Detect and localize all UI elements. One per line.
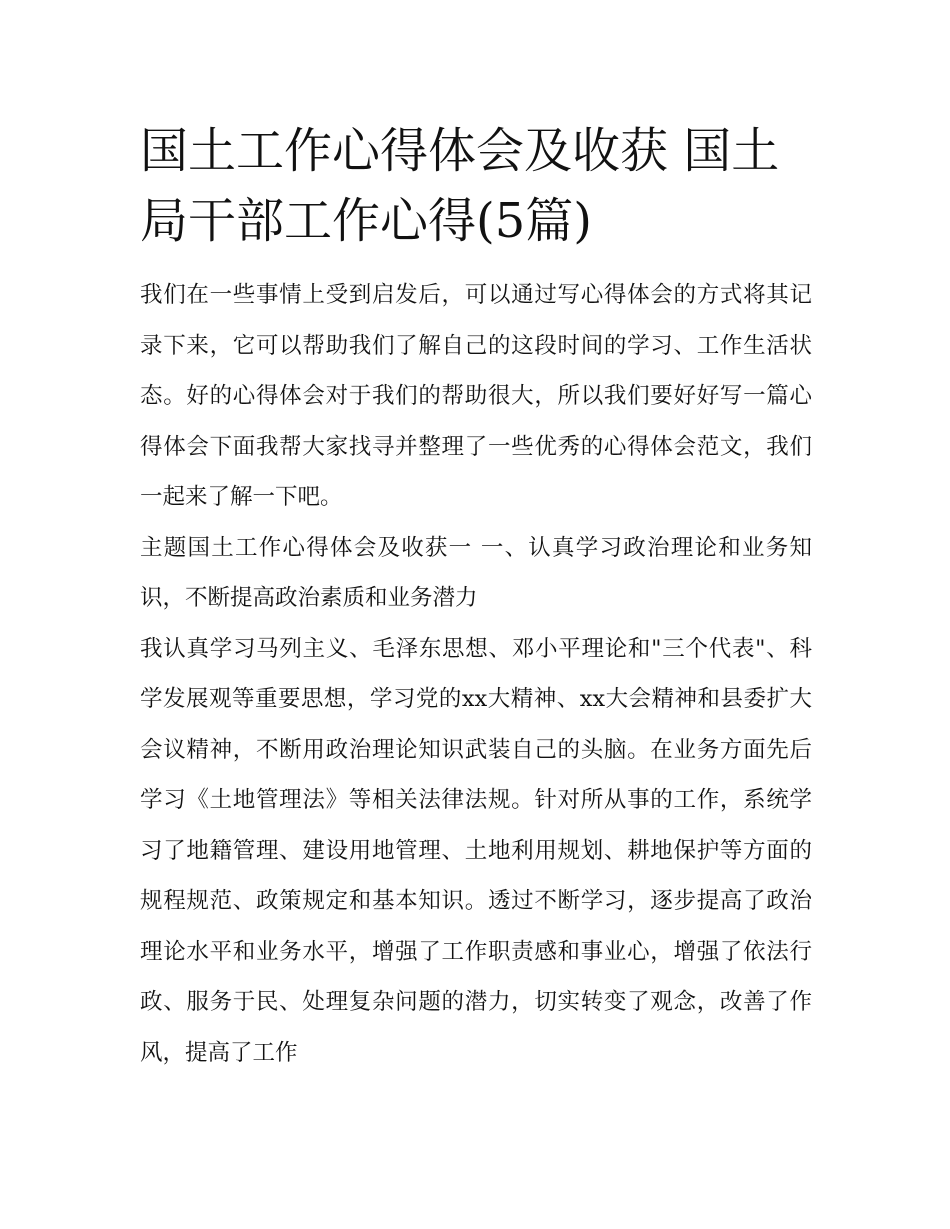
body-paragraph: 我认真学习马列主义、毛泽东思想、邓小平理论和"三个代表"、科学发展观等重要思想，学习党的xx大精神、xx大会精神和县委扩大会议精神，不断用政治理论知识武装自己的头脑。在业务方面先后学习《土地管理法》等相关法律法规。针对所从事的工作，系统学习了地籍管理、建设用地管理、土地利用规划、耕地保护等方面的规程规范、政策规定和基本知识。透过不断学习，逐步提高了政治理论水平和业务水平，增强了工作职责感和事业心，增强了依法行政、服务于民、处理复杂问题的潜力，切实转变了观念，改善了作风，提高了工作 [140,635,812,1066]
document-title: 国土工作心得体会及收获 国土局干部工作心得(5篇) [140,123,780,249]
intro-paragraph: 我们在一些事情上受到启发后，可以通过写心得体会的方式将其记录下来，它可以帮助我们了解自己的这段时间的学习、工作生活状态。好的心得体会对于我们的帮助很大，所以我们要好好写一篇心得体会下面我帮大家找寻并整理了一些优秀的心得体会范文，我们一起来了解一下吧。 [140,282,812,510]
section-heading-paragraph: 主题国土工作心得体会及收获一 一、认真学习政治理论和业务知识，不断提高政治素质和业务潜力 [140,534,812,611]
document-body [140,116,812,1078]
